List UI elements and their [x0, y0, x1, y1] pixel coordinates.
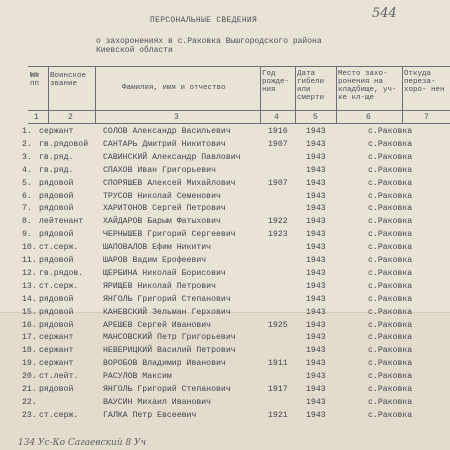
cell-rank: гв.рядов.	[39, 268, 84, 278]
table-row	[0, 372, 450, 385]
cell-rank: рядовой	[39, 204, 74, 214]
table-top-line	[28, 66, 450, 67]
cell-no: 1.	[22, 127, 32, 136]
cell-place: с.Раковка	[368, 268, 413, 278]
cell-no: 14.	[22, 294, 37, 304]
cell-no: 16.	[22, 320, 37, 330]
cell-name: ЯНГОЛЬ Григорий Степанович	[103, 385, 231, 394]
cell-death: 1943	[306, 256, 326, 265]
cell-place: с.Раковка	[368, 307, 413, 317]
cell-name: ВАУСИН Михаил Иванович	[103, 397, 212, 407]
colnum-1: 1	[34, 113, 39, 122]
cell-rank: ст.серж.	[39, 243, 79, 253]
cell-death: 1943	[306, 333, 326, 343]
cell-death: 1943	[306, 178, 326, 188]
cell-name: ЧЕРНЫШЕВ Григорий Сергеевич	[103, 230, 236, 240]
cell-year: 1921	[268, 410, 288, 420]
cell-place: с.Раковка	[368, 230, 413, 240]
cell-place: с.Раковка	[368, 165, 413, 175]
cell-death: 1943	[306, 385, 326, 394]
cell-death: 1943	[306, 243, 326, 253]
cell-place: с.Раковка	[368, 217, 413, 227]
cell-no: 3.	[22, 152, 32, 162]
table-row	[0, 256, 450, 269]
table-header-bottom-line	[28, 110, 450, 111]
cell-name: СОЛОВ Александр Васильевич	[103, 127, 231, 136]
cell-rank: гв.ряд.	[39, 165, 74, 175]
cell-no: 6.	[22, 191, 32, 201]
cell-rank: рядовой	[39, 178, 74, 188]
cell-death: 1943	[306, 294, 326, 304]
cell-death: 1943	[306, 307, 326, 317]
page-number: 544	[372, 6, 397, 21]
cell-place: с.Раковка	[368, 397, 413, 407]
colnum-4: 4	[274, 113, 279, 122]
header-no: №№ пп	[30, 72, 40, 88]
cell-place: с.Раковка	[368, 410, 413, 420]
table-row	[0, 411, 450, 424]
header-name: Фамилия, имя и отчество	[122, 84, 226, 92]
cell-rank: ст.серж.	[39, 410, 79, 420]
cell-rank: сержант	[39, 333, 74, 343]
table-row	[0, 230, 450, 243]
cell-name: ЯРИЩЕВ Николай Петрович	[103, 281, 217, 291]
document-subtitle-2: Киевской области	[96, 46, 173, 55]
cell-death: 1943	[306, 346, 326, 356]
cell-place: с.Раковка	[368, 346, 413, 356]
cell-death: 1943	[306, 152, 326, 162]
cell-no: 13.	[22, 281, 37, 291]
cell-name: АРЕШЕВ Сергей Иванович	[103, 320, 212, 330]
cell-year: 1917	[268, 385, 288, 394]
table-row	[0, 321, 450, 334]
col-divider-5	[336, 66, 337, 123]
cell-no: 4.	[22, 165, 32, 175]
cell-no: 15.	[22, 307, 37, 317]
cell-rank: сержант	[39, 127, 74, 136]
col-divider-3	[260, 66, 261, 123]
cell-rank: сержант	[39, 346, 74, 356]
table-row	[0, 308, 450, 321]
cell-year: 1907	[268, 139, 288, 149]
table-row	[0, 140, 450, 153]
cell-name: НЕВЕРИЦКИЙ Василий Петрович	[103, 346, 236, 356]
cell-place: с.Раковка	[368, 127, 413, 136]
table-row	[0, 346, 450, 359]
cell-death: 1943	[306, 191, 326, 201]
cell-name: ХАРИТОНОВ Сергей Петрович	[103, 204, 226, 214]
table-row	[0, 398, 450, 411]
cell-name: ХАЙДАРОВ Барым Фатыхович	[103, 217, 221, 227]
cell-place: с.Раковка	[368, 243, 413, 253]
cell-rank: рядовой	[39, 385, 74, 394]
cell-no: 19.	[22, 359, 37, 369]
header-death: Дата гибели или смерти	[297, 70, 325, 102]
cell-place: с.Раковка	[368, 333, 413, 343]
cell-death: 1943	[306, 230, 326, 240]
cell-no: 18.	[22, 346, 37, 356]
cell-death: 1943	[306, 217, 326, 227]
document-title: ПЕРСОНАЛЬНЫЕ СВЕДЕНИЯ	[150, 16, 258, 25]
cell-no: 7.	[22, 204, 32, 214]
cell-no: 11.	[22, 256, 37, 265]
cell-no: 8.	[22, 217, 32, 227]
cell-name: САВИНСКИЙ Александр Павлович	[103, 152, 241, 162]
table-row	[0, 359, 450, 372]
cell-no: 17.	[22, 333, 37, 343]
handwritten-note: 134 Ус-Ко Сагаевский 8 Уч	[18, 438, 147, 448]
colnum-6: 6	[366, 113, 371, 122]
cell-name: КАНЕВСКИЙ Эельман Герхович	[103, 307, 231, 317]
col-divider-2	[95, 66, 96, 123]
cell-rank: рядовой	[39, 294, 74, 304]
cell-rank: рядовой	[39, 320, 74, 330]
cell-rank: рядовой	[39, 191, 74, 201]
header-rank: Воинское звание	[50, 72, 87, 88]
table-row	[0, 243, 450, 256]
cell-no: 9.	[22, 230, 32, 240]
cell-death: 1943	[306, 397, 326, 407]
colnum-5: 5	[313, 113, 318, 122]
cell-name: СПОРЯШЕВ Алексей Михайлович	[103, 178, 236, 188]
col-divider-1	[48, 66, 49, 123]
cell-no: 20.	[22, 372, 37, 382]
cell-name: ВОРОБОВ Владимир Иванович	[103, 359, 226, 369]
cell-place: с.Раковка	[368, 152, 413, 162]
cell-year: 1922	[268, 217, 288, 227]
cell-death: 1943	[306, 268, 326, 278]
cell-rank: ст.лейт.	[39, 372, 79, 382]
table-row	[0, 385, 450, 398]
cell-death: 1943	[306, 359, 326, 369]
table-row	[0, 295, 450, 308]
cell-place: с.Раковка	[368, 204, 413, 214]
cell-place: с.Раковка	[368, 178, 413, 188]
table-row	[0, 179, 450, 192]
cell-name: МАНСОВСКИЙ Петр Григорьевич	[103, 333, 236, 343]
cell-death: 1943	[306, 281, 326, 291]
cell-year: 1925	[268, 320, 288, 330]
cell-place: с.Раковка	[368, 359, 413, 369]
cell-no: 5.	[22, 178, 32, 188]
colnum-2: 2	[68, 113, 73, 122]
table-row	[0, 282, 450, 295]
table-row	[0, 333, 450, 346]
cell-death: 1943	[306, 410, 326, 420]
table-row	[0, 217, 450, 230]
cell-rank: ст.серж.	[39, 281, 79, 291]
table-row	[0, 204, 450, 217]
cell-rank: гв.ряд.	[39, 152, 74, 162]
cell-name: ТРУСОВ Николай Семенович	[103, 191, 221, 201]
cell-place: с.Раковка	[368, 256, 413, 265]
cell-rank: лейтенант	[39, 217, 84, 227]
cell-place: с.Раковка	[368, 385, 413, 394]
cell-no: 2.	[22, 139, 32, 149]
cell-name: СПАХОВ Иван Григорьевич	[103, 165, 217, 175]
cell-year: 1911	[268, 359, 288, 369]
header-from: Откуда переза- хоро- нен	[404, 70, 445, 94]
table-row	[0, 166, 450, 179]
cell-name: ЯНГОЛЬ Григорий Степанович	[103, 294, 231, 304]
header-year: Год рожде- ния	[262, 70, 290, 94]
cell-death: 1943	[306, 139, 326, 149]
header-place: Место захо- ронения на кладбище, уч-ке кл-ще	[338, 70, 397, 102]
table-row	[0, 269, 450, 282]
cell-name: ЩЕРБИНА Николай Борисович	[103, 268, 226, 278]
cell-no: 10.	[22, 243, 37, 253]
cell-name: ШАПОВАЛОВ Ефим Никитич	[103, 243, 212, 253]
col-divider-6	[402, 66, 403, 123]
cell-no: 21.	[22, 385, 37, 394]
cell-year: 1907	[268, 178, 288, 188]
colnum-3: 3	[174, 113, 179, 122]
cell-no: 12.	[22, 268, 37, 278]
cell-place: с.Раковка	[368, 139, 413, 149]
cell-name: РАСУЛОВ Максим	[103, 372, 172, 382]
cell-death: 1943	[306, 165, 326, 175]
col-divider-4	[295, 66, 296, 123]
cell-death: 1943	[306, 204, 326, 214]
cell-year: 1923	[268, 230, 288, 240]
cell-place: с.Раковка	[368, 372, 413, 382]
cell-rank: рядовой	[39, 230, 74, 240]
cell-death: 1943	[306, 127, 326, 136]
table-colnum-line	[28, 123, 450, 124]
document-subtitle-1: о захоронениях в с.Раковка Вышгородского района	[96, 37, 322, 46]
cell-death: 1943	[306, 372, 326, 382]
cell-no: 22.	[22, 397, 37, 407]
table-row	[0, 153, 450, 166]
cell-death: 1943	[306, 320, 326, 330]
cell-place: с.Раковка	[368, 294, 413, 304]
cell-rank: гв.рядовой	[39, 139, 89, 149]
cell-year: 1916	[268, 127, 288, 136]
colnum-7: 7	[424, 113, 429, 122]
cell-place: с.Раковка	[368, 320, 413, 330]
cell-name: САНТАРЬ Дмитрий Никитович	[103, 139, 226, 149]
table-row	[0, 127, 450, 140]
cell-name: ШАРОВ Вадим Ерофеевич	[103, 256, 207, 265]
cell-name: ГАЛКА Петр Евсеевич	[103, 410, 197, 420]
cell-rank: рядовой	[39, 256, 74, 265]
cell-no: 23.	[22, 410, 37, 420]
cell-place: с.Раковка	[368, 191, 413, 201]
cell-place: с.Раковка	[368, 281, 413, 291]
cell-rank: сержант	[39, 359, 74, 369]
cell-rank: рядовой	[39, 307, 74, 317]
table-row	[0, 192, 450, 205]
